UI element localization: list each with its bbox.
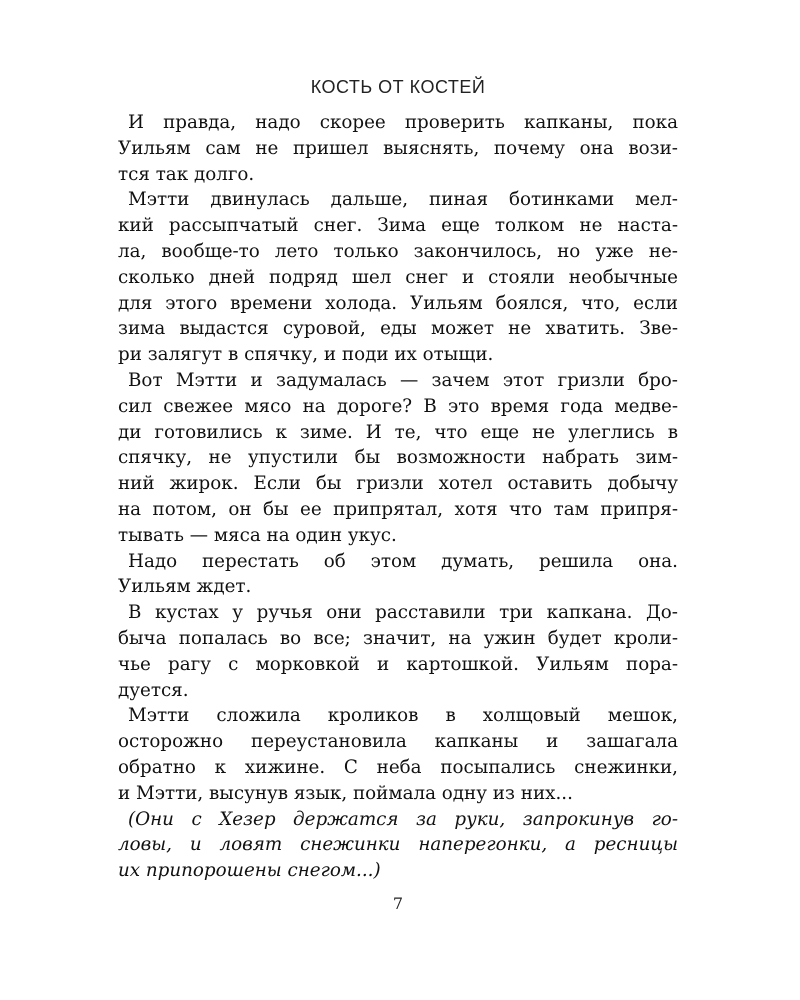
- paragraph: [118, 549, 678, 601]
- paragraph: [118, 110, 678, 187]
- text-line: Надо перестать об этом думать, решила она.: [128, 550, 678, 572]
- paragraph: [118, 600, 678, 703]
- text-line: чье рагу с морковкой и картошкой. Уильям пора-: [118, 653, 678, 675]
- text-line: дуется.: [118, 679, 189, 701]
- text-line: ний жирок. Если бы гризли хотел оставить добычу: [118, 473, 678, 495]
- text-line: кий рассыпчатый снег. Зима еще толком не наста-: [118, 215, 678, 237]
- text-line: И правда, надо скорее проверить капканы, пока: [128, 112, 678, 133]
- text-line: осторожно переустановила капканы и зашагала: [118, 731, 678, 753]
- text-line: Уильям ждет.: [118, 576, 252, 598]
- text-line: на потом, он бы ее припрятал, хотя что там припря-: [118, 498, 678, 520]
- text-line: сил свежее мясо на дороге? В это время года медве-: [118, 395, 678, 417]
- paragraph: [118, 703, 678, 806]
- paragraph: [118, 187, 678, 368]
- page-number: 7: [392, 894, 404, 913]
- book-page: [118, 0, 678, 1000]
- text-line: (Они с Хезер держатся за руки, запрокинув го-: [128, 808, 678, 830]
- running-head: КОСТЬ ОТ КОСТЕЙ: [310, 77, 486, 97]
- text-line: зима выдастся суровой, еды может не хватить. Зве-: [118, 318, 678, 340]
- text-line: обратно к хижине. С неба посыпались снежинки,: [118, 756, 678, 778]
- text-line: для этого времени холода. Уильям боялся, что, если: [118, 292, 678, 314]
- text-line: ла, вообще-то лето только закончилось, но уже не-: [118, 240, 678, 262]
- text-line: ди готовились к зиме. И те, что еще не улеглись в: [118, 421, 678, 443]
- text-line: их припорошены снегом...): [118, 860, 381, 882]
- text-line: тся так долго.: [118, 163, 255, 185]
- text-line: Мэтти двинулась дальше, пиная ботинками мел-: [128, 189, 678, 211]
- text-line: и Мэтти, высунув язык, поймала одну из них...: [118, 782, 573, 804]
- paragraph: [118, 368, 678, 549]
- text-line: ловы, и ловят снежинки наперегонки, а ресницы: [118, 834, 678, 856]
- text-line: быча попалась во все; значит, на ужин будет кроли-: [118, 627, 678, 649]
- body-text: [118, 110, 678, 884]
- text-line: Уильям сам не пришел выяснять, почему она вози-: [118, 137, 678, 159]
- text-line: Мэтти сложила кроликов в холщовый мешок,: [128, 705, 678, 727]
- text-line: спячку, не упустили бы возможности набрать зим-: [118, 447, 678, 469]
- text-line: ри залягут в спячку, и поди их отыщи.: [118, 344, 494, 366]
- italic-paragraph: [118, 807, 678, 884]
- text-line: сколько дней подряд шел снег и стояли необычные: [118, 266, 678, 288]
- text-line: тывать — мяса на один укус.: [118, 524, 397, 546]
- text-line: В кустах у ручья они расставили три капкана. До-: [128, 602, 678, 624]
- text-line: Вот Мэтти и задумалась — зачем этот гризли бро-: [128, 369, 678, 391]
